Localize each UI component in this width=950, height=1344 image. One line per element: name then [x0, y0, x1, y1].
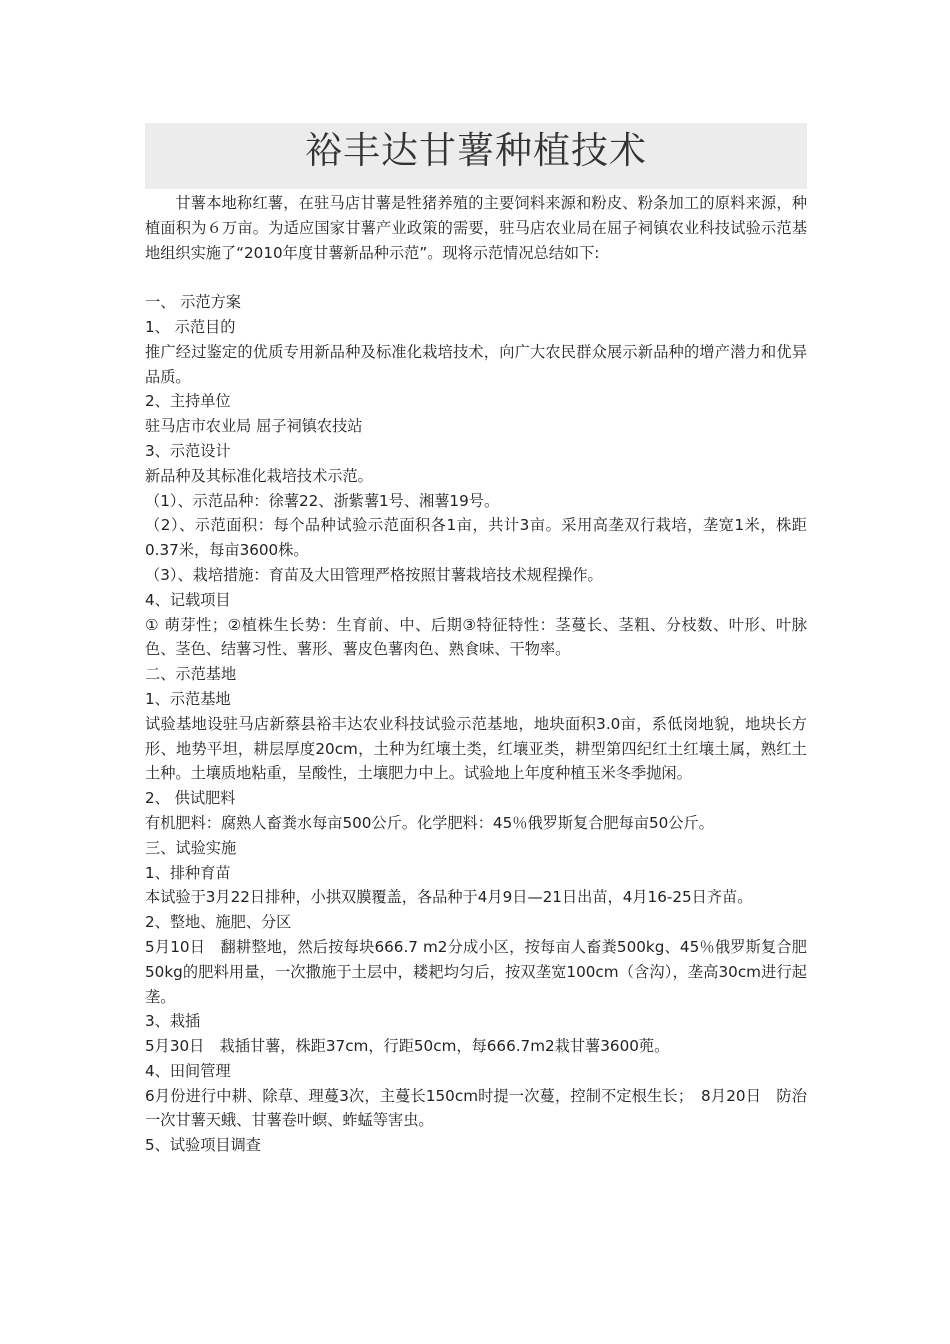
- subsection-heading: 1、示范基地: [145, 689, 231, 708]
- paragraph: 驻马店市农业局 屈子祠镇农技站: [145, 417, 363, 436]
- title-band: [145, 123, 807, 189]
- document-page: [145, 123, 807, 1158]
- paragraph: （1）、示范品种：徐薯22、浙紫薯1号、湘薯19号。: [145, 491, 500, 510]
- paragraph: 6月份进行中耕、除草、理蔓3次，主蔓长150cm时提一次蔓，控制不定根生长； 8月20日 防治一次甘薯天蛾、甘薯卷叶螟、蚱蜢等害虫。: [145, 1086, 807, 1130]
- paragraph: 推广经过鉴定的优质专用新品种及标准化栽培技术，向广大农民群众展示新品种的增产潜力和优异品质。: [145, 342, 807, 386]
- intro-paragraph: 甘薯本地称红薯，在驻马店甘薯是牲猪养殖的主要饲料来源和粉皮、粉条加工的原料来源，种植面积为６万亩。为适应国家甘薯产业政策的需要，驻马店农业局在屈子祠镇农业科技试验示范基地组织实施了“2010年度甘薯新品种示范”。现将示范情况总结如下:: [145, 194, 807, 262]
- page-title: 裕丰达甘薯种植技术: [305, 129, 647, 172]
- paragraph: 试验基地设驻马店新蔡县裕丰达农业科技试验示范基地，地块面积3.0亩，系低岗地貌，地块长方形、地势平坦，耕层厚度20cm，土种为红壤土类，红壤亚类，耕型第四纪红土红壤土属，熟红土土种。土壤质地粘重，呈酸性，土壤肥力中上。试验地上年度种植玉米冬季抛闲。: [145, 714, 807, 783]
- document-body: [145, 191, 807, 1158]
- subsection-heading: 3、示范设计: [145, 441, 231, 460]
- subsection-heading: 1、 示范目的: [145, 317, 236, 336]
- paragraph-spacer: [145, 265, 807, 290]
- paragraph: （2）、示范面积：每个品种试验示范面积各1亩，共计3亩。采用高垄双行栽培，垄宽1米，株距0.37米，每亩3600株。: [145, 516, 807, 560]
- paragraph: （3）、栽培措施：育苗及大田管理严格按照甘薯栽培技术规程操作。: [145, 565, 603, 584]
- subsection-heading: 2、主持单位: [145, 392, 231, 411]
- section-heading: 二、示范基地: [145, 665, 237, 684]
- paragraph: ① 萌芽性；②植株生长势：生育前、中、后期③特征特性：茎蔓长、茎粗、分枝数、叶形、叶脉色、茎色、结薯习性、薯形、薯皮色薯肉色、熟食味、干物率。: [145, 615, 807, 659]
- paragraph: 5月10日 翻耕整地，然后按每块666.7 m2分成小区，按每亩人畜粪500kg、45％俄罗斯复合肥50kg的肥料用量，一次撒施于土层中，耧耙均匀后，按双垄宽100cm（含沟），垄高30cm进行起垄。: [145, 937, 807, 1006]
- subsection-heading: 2、 供试肥料: [145, 789, 236, 808]
- subsection-heading: 4、田间管理: [145, 1061, 231, 1080]
- paragraph: 新品种及其标准化栽培技术示范。: [145, 466, 373, 485]
- paragraph: 5月30日 栽插甘薯，株距37cm，行距50cm，每666.7m2栽甘薯3600蔸。: [145, 1037, 670, 1056]
- subsection-heading: 1、排种育苗: [145, 863, 231, 882]
- paragraph: 有机肥料：腐熟人畜粪水每亩500公斤。化学肥料：45％俄罗斯复合肥每亩50公斤。: [145, 813, 714, 832]
- subsection-heading: 5、试验项目调查: [145, 1136, 261, 1155]
- subsection-heading: 3、栽插: [145, 1012, 201, 1031]
- paragraph: 本试验于3月22日排种，小拱双膜覆盖，各品种于4月9日—21日出苗，4月16-25日齐苗。: [145, 888, 753, 907]
- subsection-heading: 4、记载项目: [145, 590, 231, 609]
- subsection-heading: 2、整地、施肥、分区: [145, 913, 292, 932]
- section-heading: 三、试验实施: [145, 838, 237, 857]
- section-heading: 一、 示范方案: [145, 293, 241, 312]
